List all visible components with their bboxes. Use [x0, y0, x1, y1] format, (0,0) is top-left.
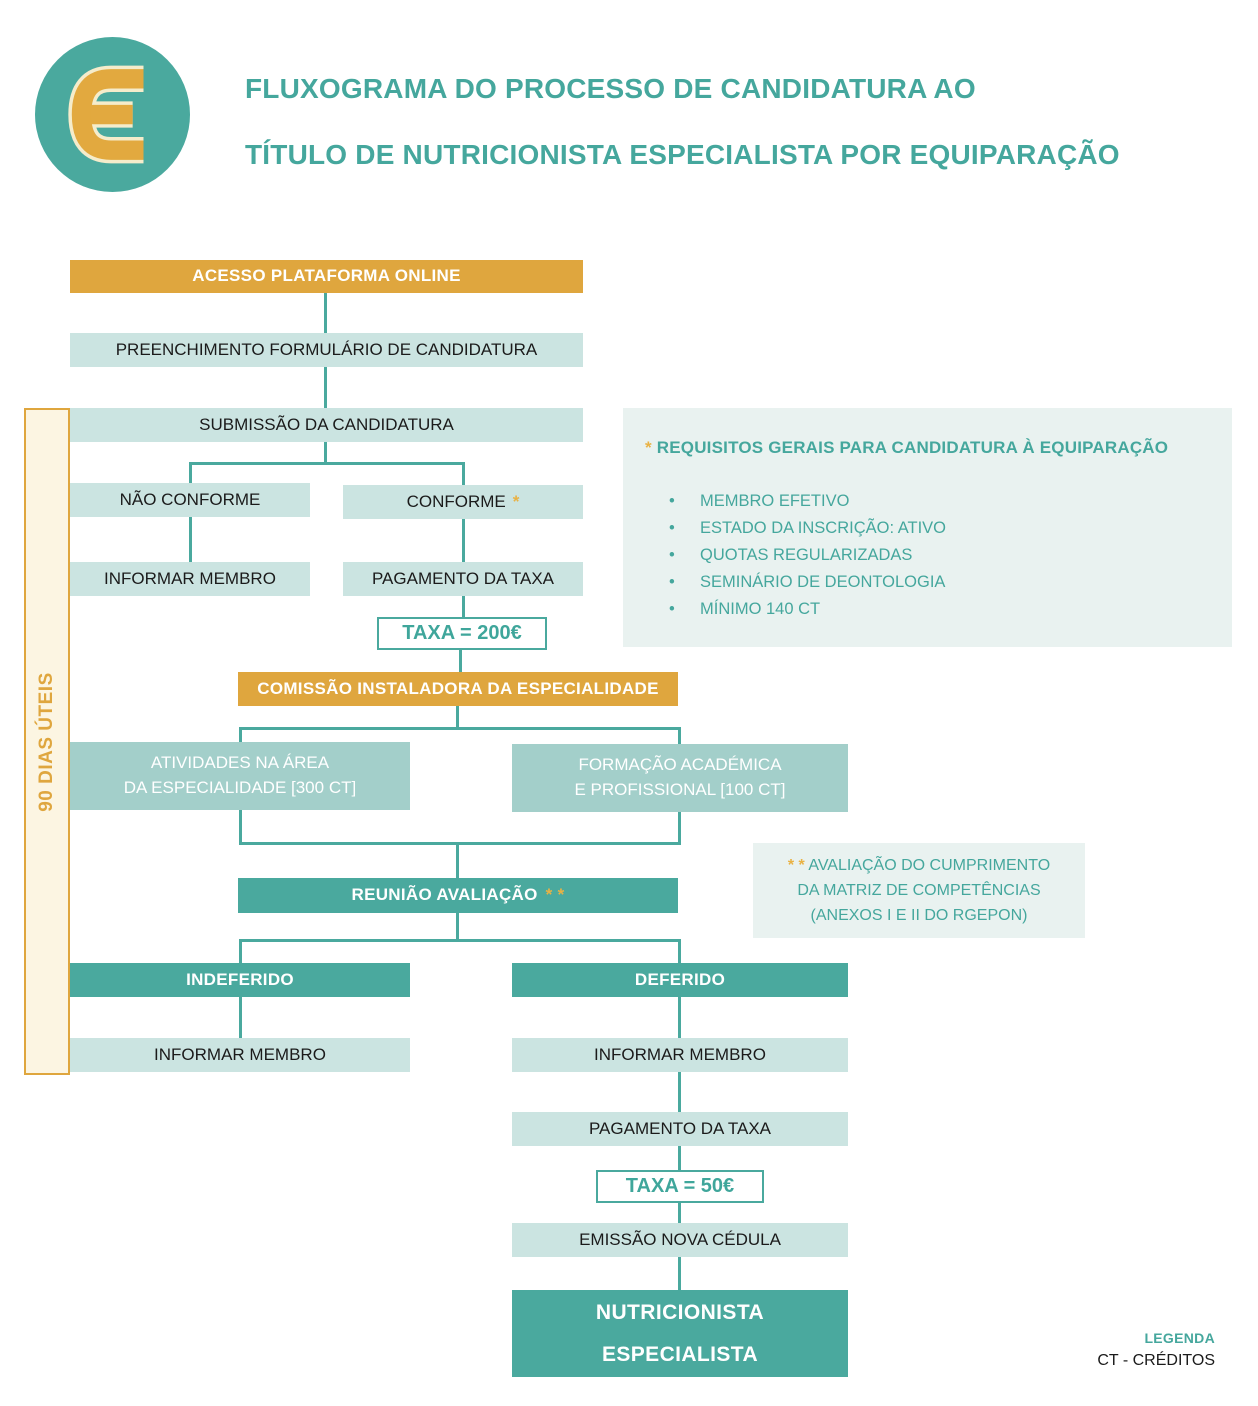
- asterisk-marker: * *: [787, 857, 805, 874]
- page-title: [245, 56, 1235, 188]
- connector-line: [462, 595, 465, 618]
- connector-line: [189, 516, 192, 563]
- node-preenchimento-formulario: [70, 333, 583, 367]
- legend-title: LEGENDA: [1144, 1330, 1215, 1346]
- node-label: INFORMAR MEMBRO: [594, 1044, 766, 1064]
- connector-line: [239, 727, 242, 743]
- node-emissao-cedula: [512, 1223, 848, 1257]
- node-label: FORMAÇÃO ACADÉMICA: [578, 755, 782, 775]
- node-label: ESPECIALISTA: [601, 1342, 759, 1366]
- connector-line: [456, 912, 459, 942]
- connector-line: [239, 727, 681, 730]
- duration-label: 90 DIAS ÚTEIS: [36, 671, 58, 812]
- node-comissao-instaladora: [238, 672, 678, 706]
- list-item: • MEMBRO EFETIVO: [669, 488, 1212, 515]
- avaliacao-note: [753, 843, 1085, 938]
- node-formacao-academica: [512, 744, 848, 812]
- page-title-line1: FLUXOGRAMA DO PROCESSO DE CANDIDATURA AO: [245, 73, 976, 104]
- node-label: DA ESPECIALIDADE [300 CT]: [123, 778, 357, 797]
- connector-line: [678, 1071, 681, 1113]
- node-label: INFORMAR MEMBRO: [154, 1044, 326, 1064]
- connector-line: [459, 649, 462, 673]
- connector-line: [324, 366, 327, 409]
- list-item: • SEMINÁRIO DE DEONTOLOGIA: [669, 569, 1212, 596]
- node-atividades-area: [70, 742, 410, 810]
- connector-line: [239, 939, 242, 964]
- connector-line: [462, 462, 465, 486]
- duration-bar: [24, 408, 70, 1075]
- node-label: E PROFISSIONAL [100 CT]: [574, 780, 786, 799]
- node-pagamento-taxa-1: [343, 562, 583, 596]
- list-item: • QUOTAS REGULARIZADAS: [669, 542, 1212, 569]
- node-label: TAXA = 200€: [402, 622, 522, 644]
- connector-line: [239, 939, 681, 942]
- node-pagamento-taxa-2: [512, 1112, 848, 1146]
- requisitos-title: [645, 438, 1212, 458]
- page-title-line2: TÍTULO DE NUTRICIONISTA ESPECIALISTA POR EQUIPARAÇÃO: [245, 139, 1120, 170]
- node-submissao-candidatura: [70, 408, 583, 442]
- legend-entry: CT - CRÉDITOS: [1097, 1352, 1215, 1369]
- node-label: DEFERIDO: [634, 969, 726, 989]
- node-label: PAGAMENTO DA TAXA: [588, 1118, 771, 1138]
- connector-line: [678, 1256, 681, 1291]
- node-label: COMISSÃO INSTALADORA DA ESPECIALIDADE: [257, 678, 659, 698]
- logo-e-icon: [35, 37, 190, 192]
- connector-line: [239, 996, 242, 1039]
- connector-line: [678, 939, 681, 964]
- node-taxa-200: [377, 617, 547, 650]
- node-label: PAGAMENTO DA TAXA: [371, 568, 554, 588]
- asterisk-marker: *: [512, 491, 520, 511]
- requisitos-panel: [623, 408, 1232, 647]
- node-taxa-50: [596, 1170, 764, 1203]
- note-line3: (ANEXOS I E II DO RGEPON): [810, 907, 1028, 924]
- node-informar-membro-3: [512, 1038, 848, 1072]
- logo: [35, 37, 190, 192]
- connector-line: [462, 518, 465, 563]
- node-label: SUBMISSÃO DA CANDIDATURA: [199, 414, 454, 434]
- node-label: NÃO CONFORME: [119, 489, 261, 509]
- node-label: ACESSO PLATAFORMA ONLINE: [192, 266, 461, 286]
- connector-line: [678, 727, 681, 745]
- node-label: INDEFERIDO: [186, 969, 294, 989]
- node-acesso-plataforma: [70, 260, 583, 293]
- asterisk-marker: *: [645, 438, 652, 457]
- connector-line: [239, 842, 681, 845]
- node-reuniao-avaliacao: [238, 878, 678, 913]
- node-label: INFORMAR MEMBRO: [104, 568, 276, 588]
- node-informar-membro-2: [70, 1038, 410, 1072]
- connector-line: [456, 842, 459, 879]
- note-line2: DA MATRIZ DE COMPETÊNCIAS: [797, 882, 1041, 899]
- legend: [1000, 1330, 1215, 1370]
- connector-line: [678, 996, 681, 1039]
- node-label: NUTRICIONISTA: [595, 1300, 765, 1324]
- node-indeferido: [70, 963, 410, 997]
- note-line1-text: AVALIAÇÃO DO CUMPRIMENTO: [808, 857, 1051, 874]
- connector-line: [678, 1145, 681, 1171]
- connector-line: [324, 292, 327, 334]
- connector-line: [239, 809, 242, 845]
- node-conforme: [343, 485, 583, 519]
- asterisk-marker: * *: [545, 885, 565, 905]
- node-label: PREENCHIMENTO FORMULÁRIO DE CANDIDATURA: [115, 339, 538, 359]
- note-line1: [753, 853, 1085, 878]
- node-label: EMISSÃO NOVA CÉDULA: [579, 1229, 781, 1249]
- list-item: • ESTADO DA INSCRIÇÃO: ATIVO: [669, 515, 1212, 542]
- node-nutricionista-especialista: [512, 1290, 848, 1377]
- connector-line: [189, 462, 192, 484]
- node-label: REUNIÃO AVALIAÇÃO: [351, 885, 538, 905]
- node-label: CONFORME: [406, 491, 506, 511]
- node-deferido: [512, 963, 848, 997]
- node-informar-membro-1: [70, 562, 310, 596]
- requisitos-list: [645, 488, 1212, 623]
- requisitos-title-text: REQUISITOS GERAIS PARA CANDIDATURA À EQUIPARAÇÃO: [656, 438, 1169, 457]
- node-label: ATIVIDADES NA ÁREA: [150, 753, 330, 773]
- node-nao-conforme: [70, 483, 310, 517]
- node-label: TAXA = 50€: [625, 1175, 735, 1197]
- connector-line: [189, 462, 465, 465]
- connector-line: [678, 1202, 681, 1224]
- list-item: • MÍNIMO 140 CT: [669, 596, 1212, 623]
- connector-line: [678, 811, 681, 845]
